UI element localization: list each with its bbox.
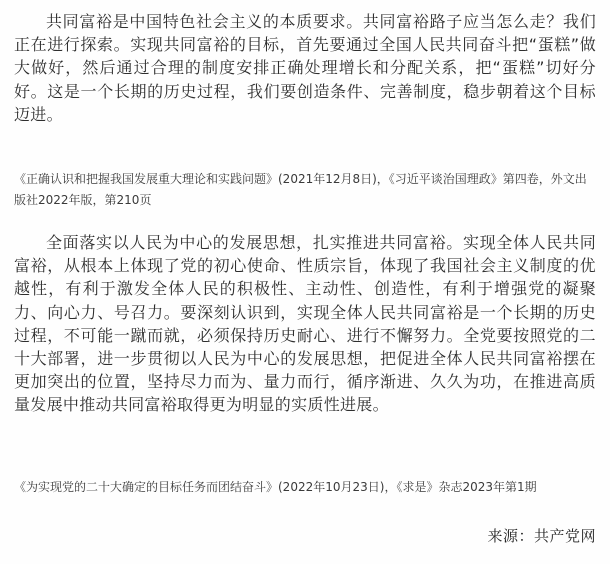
citation-1: 《正确认识和把握我国发展重大理论和实践问题》(2021年12月8日)，《习近平谈治国理政》第四卷，外文出版社2022年版，第210页 [14,172,587,207]
article-paragraph-2: 全面落实以人民为中心的发展思想，扎实推进共同富裕。实现全体人民共同富裕，从根本上体现了党的初心使命、性质宗旨，体现了我国社会主义制度的优越性，有利于激发全体人民的积极性、主动性、创造性，有利于增强党的凝聚力、向心力、号召力。要深刻认识到，实现全体人民共同富裕是一个长期的历史过程，不可能一蹴而就，必须保持历史耐心、进行不懈努力。全党要按照党的二十大部署，进一步贯彻以人民为中心的发展思想，把促进全体人民共同富裕摆在更加突出的位置，坚持尽力而为、量力而行，循序渐进、久久为功，在推进高质量发展中推动共同富裕取得更为明显的实质性进展。 [14,233,596,415]
article-paragraph-1: 共同富裕是中国特色社会主义的本质要求。共同富裕路子应当怎么走？我们正在进行探索。实现共同富裕的目标，首先要通过全国人民共同奋斗把“蛋糕”做大做好，然后通过合理的制度安排正确处理增长和分配关系，把“蛋糕”切好分好。这是一个长期的历史过程，我们要创造条件、完善制度，稳步朝着这个目标迈进。 [14,12,596,124]
citation-2: 《为实现党的二十大确定的目标任务而团结奋斗》(2022年10月23日)，《求是》杂志2023年第1期 [14,480,537,494]
source-label: 来源：共产党网 [487,527,596,545]
